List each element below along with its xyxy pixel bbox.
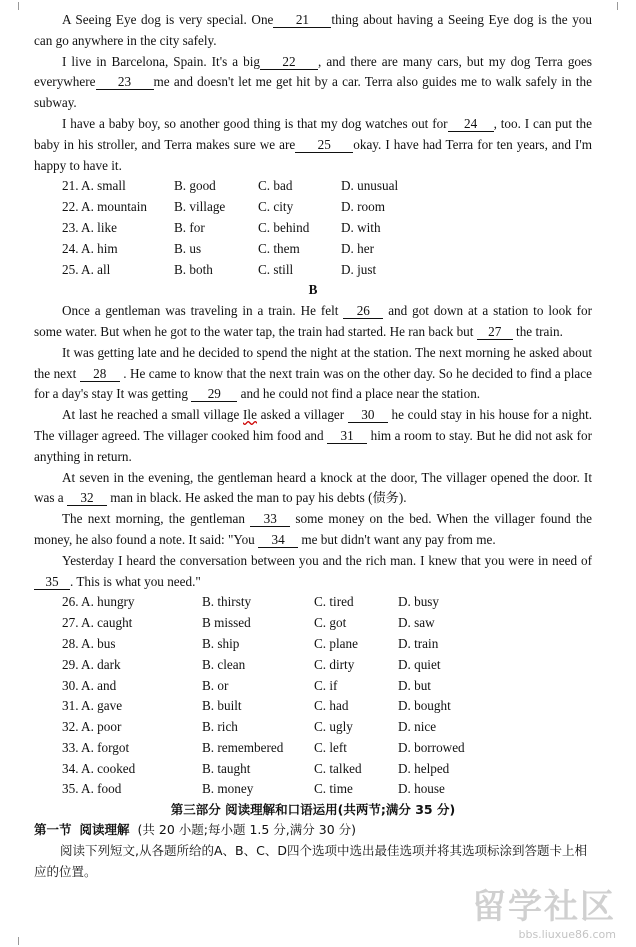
blank-35: 35 (34, 574, 70, 590)
option-row: 21. A. small B. good C. bad D. unusual (62, 178, 399, 194)
blank-30: 30 (348, 407, 388, 423)
passage-a-paragraph-2: I live in Barcelona, Spain. It's a big 22 , and there are many cars, but my dog Terra goes everywhere 23 me and doesn't let me get hit by a car. Terra also guides me to walk safely in the subway. (34, 53, 592, 111)
passage-a-paragraph-1: A Seeing Eye dog is very special. One 21 thing about having a Seeing Eye dog is the you can go anywhere in the city safely. (34, 12, 592, 48)
section-b-heading: B (308, 282, 318, 298)
passage-b-paragraph-1: Once a gentleman was traveling in a train. He felt 26 and got down at a station to look for some water. But when he got to the water tap, the train had started. He ran back but 27 the train. (34, 303, 593, 339)
instruction-text: 阅读下列短文,从各题所给的A、B、C、D四个选项中选出最佳选项并将其选项标涂到答题卡上相应的位置。 (34, 843, 587, 880)
option-row: 30. A. and B. or C. if D. but (62, 677, 431, 693)
passage-b-paragraph-4: At seven in the evening, the gentleman heard a knock at the door, The villager opened the door. It was a 32 man in black. He asked the man to pay his debts (债务). (34, 469, 592, 506)
option-row: 22. A. mountain B. village C. city D. room (62, 199, 385, 215)
option-row: 26. A. hungry B. thirsty C. tired D. busy (62, 594, 440, 610)
watermark-logo: 留学社区 bbs.liuxue86.com (472, 887, 616, 941)
passage-a-paragraph-3: I have a baby boy, so another good thing is that my dog watches out for 24 , too. I can put the baby in his stroller, and Terra makes sure we are 25 okay. I have had Terra for ten years, and I'm happy to have it. (34, 115, 592, 173)
section-label: 第一节 (34, 822, 72, 838)
section-desc: (共 20 小题;每小题 1.5 分,满分 30 分) (137, 822, 357, 838)
options-a (34, 176, 592, 280)
options-b (34, 592, 592, 800)
blank-33: 33 (250, 511, 290, 527)
blank-28: 28 (80, 366, 120, 382)
spelling-error-word: Ile (243, 407, 257, 423)
blank-27: 27 (477, 324, 513, 340)
blank-24: 24 (448, 116, 494, 132)
option-row: 33. A. forgot B. remembered C. left D. borrowed (62, 739, 465, 755)
option-row: 29. A. dark B. clean C. dirty D. quiet (62, 656, 441, 672)
blank-31: 31 (327, 428, 367, 444)
passage-b-paragraph-5: The next morning, the gentleman 33 some money on the bed. When the villager found the money, he also found a note. It said: "You 34 me but didn't want any pay from me. (34, 511, 593, 547)
blank-25: 25 (295, 137, 353, 153)
blank-21: 21 (273, 12, 331, 28)
part-three-title: 第三部分 阅读理解和口语运用(共两节;满分 35 分) (170, 802, 456, 818)
option-row: 28. A. bus B. ship C. plane D. train (62, 635, 439, 651)
passage-b-paragraph-6: Yesterday I heard the conversation between you and the rich man. I knew that you were in need of 35 . This is what you need." (34, 551, 592, 593)
passage-b-paragraph-3: At last he reached a small village Ile asked a villager 30 he could stay in his house for a night. The villager agreed. The villager cooked him food and 31 him a room to stay. But he did not ask for anything in return. (34, 407, 593, 464)
blank-22: 22 (260, 54, 318, 70)
option-row: 32. A. poor B. rich C. ugly D. nice (62, 719, 437, 735)
option-row: 24. A. him B. us C. them D. her (62, 240, 374, 256)
crop-mark-top-right (617, 2, 626, 10)
blank-34: 34 (258, 532, 298, 548)
option-row: 35. A. food B. money C. time D. house (62, 781, 445, 797)
section-title: 阅读理解 (79, 822, 130, 838)
blank-26: 26 (343, 303, 383, 319)
passage-b-paragraph-2: It was getting late and he decided to spend the night at the station. The next morning he asked about the next 28 . He came to know that the next train was on the other day. So he decided to find a place for a day's stay It was getting 29 and he could not find a place near the station. (34, 344, 592, 402)
option-row: 34. A. cooked B. taught C. talked D. helped (62, 760, 450, 776)
crop-mark-bottom-left (10, 937, 19, 945)
option-row: 31. A. gave B. built C. had D. bought (62, 698, 451, 714)
option-row: 23. A. like B. for C. behind D. with (62, 219, 381, 235)
crop-mark-top-left (10, 2, 19, 10)
section-one-header (34, 820, 592, 840)
blank-29: 29 (191, 386, 237, 402)
blank-32: 32 (67, 490, 107, 506)
blank-23: 23 (96, 74, 154, 90)
exam-page (34, 10, 592, 882)
option-row: 27. A. caught B missed C. got D. saw (62, 615, 435, 631)
option-row: 25. A. all B. both C. still D. just (62, 261, 377, 277)
